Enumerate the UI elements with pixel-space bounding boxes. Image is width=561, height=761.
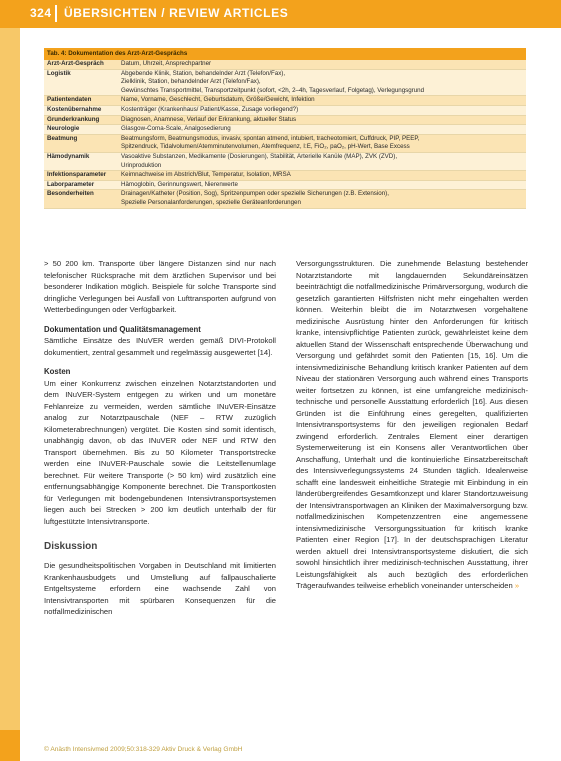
paragraph: Die gesundheitspolitischen Vorgaben in Deutschland mit limitierten Krankenhausbudgets und Umstellung auf fallpauschalierte Entgeltsysteme erfordern eine wachsende Zahl von Intensivtransporten mit spürbaren Konsequenzen für die notfallmedizinischen: [44, 561, 276, 616]
row-value-line: Abgebende Klinik, Station, behandelnder Arzt (Telefon/Fax),: [121, 69, 286, 77]
page-number: 324: [30, 6, 52, 20]
table-row: [44, 96, 526, 106]
row-value: [118, 106, 526, 115]
section-heading-discussion: Diskussion: [44, 541, 98, 552]
documentation-table: [44, 48, 526, 209]
table-row: [44, 60, 526, 70]
row-label: Besonderheiten: [47, 190, 94, 198]
continue-mark: »: [514, 581, 520, 590]
table-row: [44, 116, 526, 126]
paragraph: Versorgungsstrukturen. Die zunehmende Belastung bestehender Notarztstandorte mit langdauernden Sekundäreinsätzen beeinträchtigt die notfallmedizinische Primärversorgung, wodurch die gesetzlich garantierten Hilfsfristen nicht mehr eingehalten werden können. Weiterhin bleibt die im Notarztwesen vorgehaltene medizinische Ausrüstung hinter den Anforderungen für kritisch kranke, intensivpflichtige Patienten zurück, gewährleistet keine dem aktuellen Stand der Wissenschaft entsprechende Überwachung und Versorgung und gefährdet somit den Patienten [15, 16]. Um die intensivmedizinische Behandlung kritisch kranker Patienten auf dem Niveau der stationären Versorgung auch während eines Transports weiter fortsetzen zu können, ist eine umfangreiche medizinisch-technische und personelle Ausstattung erforderlich [16]. Aus diesen Gründen ist die Einführung eines geregelten, qualifizierten Intensivtransportsystems für den jeweiligen regionalen Bedarf zwingend erforderlich. Zentrales Element einer derartigen Systemerweiterung ist ein Konsens aller Verantwortlichen über Anschaffung, Unterhalt und die kontinuierliche Einsatzbereitschaft des Intensivverlegungssystems 24 Stunden täglich. Idealerweise schafft eine landesweit einheitliche Strategie mit Einbindung in ein länderübergreifendes Gesamtkonzept und klarer Standortzuweisung der Intensivtransportwagen an Kliniken der Maximalversorgung bzw. notfallmedizinischen Kompetenzzentren eine angemessene intensivmedizinische Versorgungssituation für kritisch kranke Patienten einer Region [17]. In der deutschsprachigen Literatur werden aktuell drei Intensivtransportsysteme diskutiert, die sich sowohl hinsichtlich ihrer medizinisch-technischen Ausstattung, ihrer Leistungsfähigkeit als auch bezüglich des erforderlichen Trägeraufwandes teilweise erheblich voneinander unterscheiden »: [296, 259, 528, 590]
row-value-line: Zielklinik, Station, behandelnder Arzt (Telefon/Fax),: [121, 78, 261, 86]
row-label: Arzt-Arzt-Gespräch: [47, 60, 104, 67]
row-value: [118, 116, 526, 125]
row-label: Grunderkrankung: [47, 115, 100, 123]
row-label: Laborparameter: [47, 180, 95, 188]
table-row: [44, 153, 526, 171]
table-body: [44, 60, 526, 209]
row-value-line: Beatmungsform, Beatmungsmodus, invasiv, spontan atmend, intubiert, tracheotomiert, Cuffdruck, PIP, PEEP,: [121, 134, 420, 142]
table-caption: Tab. 4: Dokumentation des Arzt-Arzt-Gesprächs: [44, 48, 526, 60]
row-value-line: Kostenträger (Krankenhaus/ Patient/Kasse, Zusage vorliegend?): [121, 105, 299, 113]
row-value: [118, 125, 526, 134]
subheading-costs: Kosten: [44, 367, 71, 376]
row-value: [118, 171, 526, 180]
row-label: Beatmung: [47, 134, 78, 142]
table-row: [44, 171, 526, 181]
row-value-line: Spitzendruck, Tidalvolumen/Atemminutenvolumen, Atemfrequenz, I:E, FiO₂, paO₂, pH-Wert, Base Excess: [121, 143, 410, 151]
table-row: [44, 181, 526, 191]
left-margin-bar-bottom: [0, 730, 20, 761]
row-value-line: Spezielle Personalanforderungen, spezielle Geräteanforderungen: [121, 198, 301, 206]
page-footer: © Anästh Intensivmed 2009;50:318-329 Aktiv Druck & Verlag GmbH: [44, 746, 243, 753]
table-row: [44, 190, 526, 208]
row-value-line: Keimnachweise im Abstrich/Blut, Temperatur, Isolation, MRSA: [121, 171, 291, 179]
table-row: [44, 106, 526, 116]
row-value: [118, 96, 526, 105]
row-value-line: Drainagen/Katheter (Position, Sog), Spritzenpumpen oder spezielle Sicherungen (z.B. Extension),: [121, 190, 389, 198]
row-value: [118, 135, 526, 152]
subheading-documentation: Dokumentation und Qualitätsmanagement: [44, 324, 201, 334]
row-value-line: Diagnosen, Anamnese, Verlauf der Erkrankung, aktueller Status: [121, 115, 297, 123]
row-label: Infektionsparameter: [47, 171, 107, 179]
paragraph: Um einer Konkurrenz zwischen einzelnen Notarztstandorten und dem INuVER-System entgegen zu wirken und um monetäre Fehlanreize zu vermeiden, werden sämtliche INuVER-Einsätze analog zur Notarztpauschale (NEF – RTW zuzüglich Kilometerabrechnungen) vergütet. Die Kosten sind somit identisch, unabhängig davon, ob das INuVER oder NEF und RTW den Transport übernehmen. Bis zu 50 Kilometer Transportstrecke werden eine INuVER-Pauschale sowie die Leitstellenumlage berechnet. Für weitere Transporte (> 50 km) wird zusätzlich eine entfernungsabhängige Komponente berechnet. Die Transportkosten für Verlegungen mit bodengebundenen Intensivtransportsystemen liegen auch bei Strecken > 200 km deutlich unterhalb der für luftgestützte Intensivtransporte.: [44, 378, 276, 526]
table-row: [44, 135, 526, 153]
paragraph: Sämtliche Einsätze des INuVER werden gemäß DIVI-Protokoll dokumentiert, zentral gesammelt und regelmässig ausgewertet [14].: [44, 336, 276, 357]
row-label: Logistik: [47, 69, 71, 77]
page-header: [0, 0, 561, 28]
row-value-line: Datum, Uhrzeit, Ansprechpartner: [121, 60, 212, 67]
left-column: [44, 258, 276, 626]
row-value-line: Urinproduktion: [121, 161, 162, 169]
paragraph: > 50 200 km. Transporte über längere Distanzen sind nur nach telefonischer Rücksprache mit dem ärztlichen Supervisor und bei besonderer Indikation möglich. Beispiele für solche Transporte sind dringliche Verlegungen bei Ausfall von Lufttransporten aufgrund von Wetterbedingungen oder Verfügbarkeit.: [44, 259, 276, 314]
row-label: Kostenübernahme: [47, 105, 102, 113]
row-value: [118, 153, 526, 170]
row-label: Hämodynamik: [47, 152, 90, 160]
header-divider: [55, 5, 57, 22]
table-row: [44, 70, 526, 97]
table-row: [44, 125, 526, 135]
row-value: [118, 70, 526, 96]
row-value-line: Glasgow-Coma-Scale, Analgosedierung: [121, 125, 231, 133]
row-value-line: Vasoaktive Substanzen, Medikamente (Dosierungen), Stabilität, Arterielle Kanüle (MAP), ZVK (ZVD),: [121, 152, 398, 160]
left-margin-bar: [0, 28, 20, 761]
row-label: Patientendaten: [47, 96, 92, 104]
row-label: Neurologie: [47, 125, 80, 133]
row-value: [118, 190, 526, 207]
row-value-line: Hämoglobin, Gerinnungswert, Nierenwerte: [121, 180, 238, 188]
right-column: [296, 258, 528, 600]
section-title: ÜBERSICHTEN / REVIEW ARTICLES: [64, 6, 289, 20]
row-value-line: Gewünschtes Transportmittel, Transportzeitpunkt (sofort, <2h, 2–4h, Tagesverlauf, Folgetag), Verlegungsgrund: [121, 86, 425, 94]
row-value-line: Name, Vorname, Geschlecht, Geburtsdatum, Größe/Gewicht, Infektion: [121, 96, 315, 104]
row-value: [118, 181, 526, 190]
row-value: [118, 60, 526, 69]
